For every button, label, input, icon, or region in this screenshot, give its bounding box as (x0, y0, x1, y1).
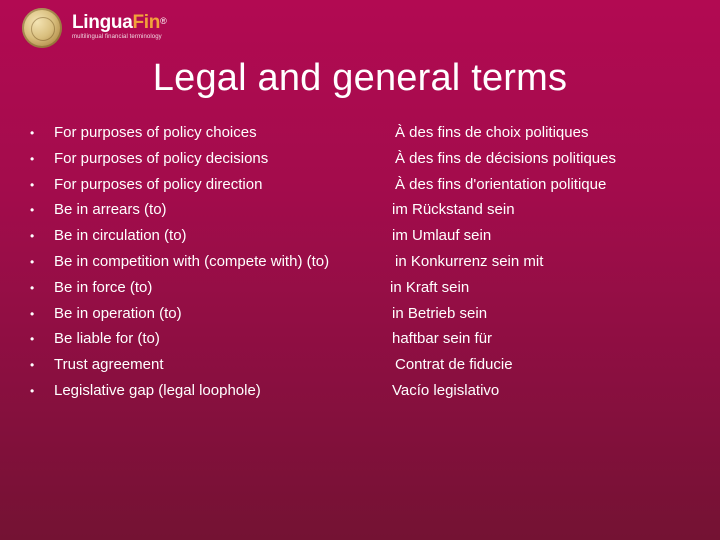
term-english: Be in arrears (to) (54, 201, 167, 219)
term-translation: in Kraft sein (390, 278, 470, 296)
lingua-fin-logo (22, 6, 166, 50)
bullet-icon: • (30, 126, 35, 140)
term-row (0, 275, 720, 301)
term-translation: À des fins de décisions politiques (395, 149, 616, 167)
slide-title: Legal and general terms (152, 57, 568, 99)
bullet-icon: • (30, 280, 35, 295)
logo-brand (72, 13, 166, 33)
logo-tagline: multilingual financial terminology (72, 33, 162, 40)
term-translation: À des fins de choix politiques (395, 124, 589, 141)
term-english: Be in operation (to) (54, 304, 182, 322)
logo-brand-part2: Fin (132, 11, 161, 33)
bullet-icon: • (30, 332, 35, 347)
term-english: Be liable for (to) (54, 330, 160, 348)
term-english: Be in force (to) (54, 278, 153, 296)
bullet-icon: • (30, 255, 35, 269)
term-row (0, 146, 720, 172)
term-translation: in Konkurrenz sein mit (395, 253, 544, 270)
logo-brand-part1: Lingua (72, 11, 133, 33)
term-translation: im Umlauf sein (392, 227, 492, 245)
term-translation: Contrat de fiducie (395, 356, 513, 374)
bullet-icon: • (30, 358, 35, 373)
term-row (0, 120, 720, 146)
term-row (0, 197, 720, 223)
term-translation: À des fins d'orientation politique (395, 175, 607, 193)
term-row (0, 326, 720, 352)
term-translation: haftbar sein für (392, 330, 493, 348)
bullet-icon: • (30, 229, 35, 244)
term-row (0, 378, 720, 404)
term-english: Be in circulation (to) (54, 227, 187, 245)
term-translation: im Rückstand sein (392, 201, 515, 219)
registered-mark: ® (160, 15, 167, 26)
bullet-icon: • (30, 384, 35, 398)
term-row (0, 301, 720, 327)
term-english: Trust agreement (54, 356, 164, 374)
bullet-icon: • (30, 203, 35, 218)
term-translation: in Betrieb sein (392, 304, 488, 322)
bullet-icon: • (30, 151, 35, 166)
term-english: For purposes of policy direction (54, 175, 263, 193)
term-row (0, 352, 720, 378)
term-english: Be in competition with (compete with) (to) (54, 253, 330, 270)
term-english: For purposes of policy choices (54, 124, 257, 141)
bullet-icon: • (30, 177, 35, 192)
term-english: For purposes of policy decisions (54, 149, 269, 167)
term-translation: Vacío legislativo (392, 382, 500, 399)
coin-emblem-icon (22, 8, 62, 48)
term-row (0, 249, 720, 275)
term-english: Legislative gap (legal loophole) (54, 382, 261, 399)
term-row (0, 172, 720, 198)
logo-text (72, 13, 166, 40)
bullet-icon: • (30, 306, 35, 321)
term-row (0, 223, 720, 249)
